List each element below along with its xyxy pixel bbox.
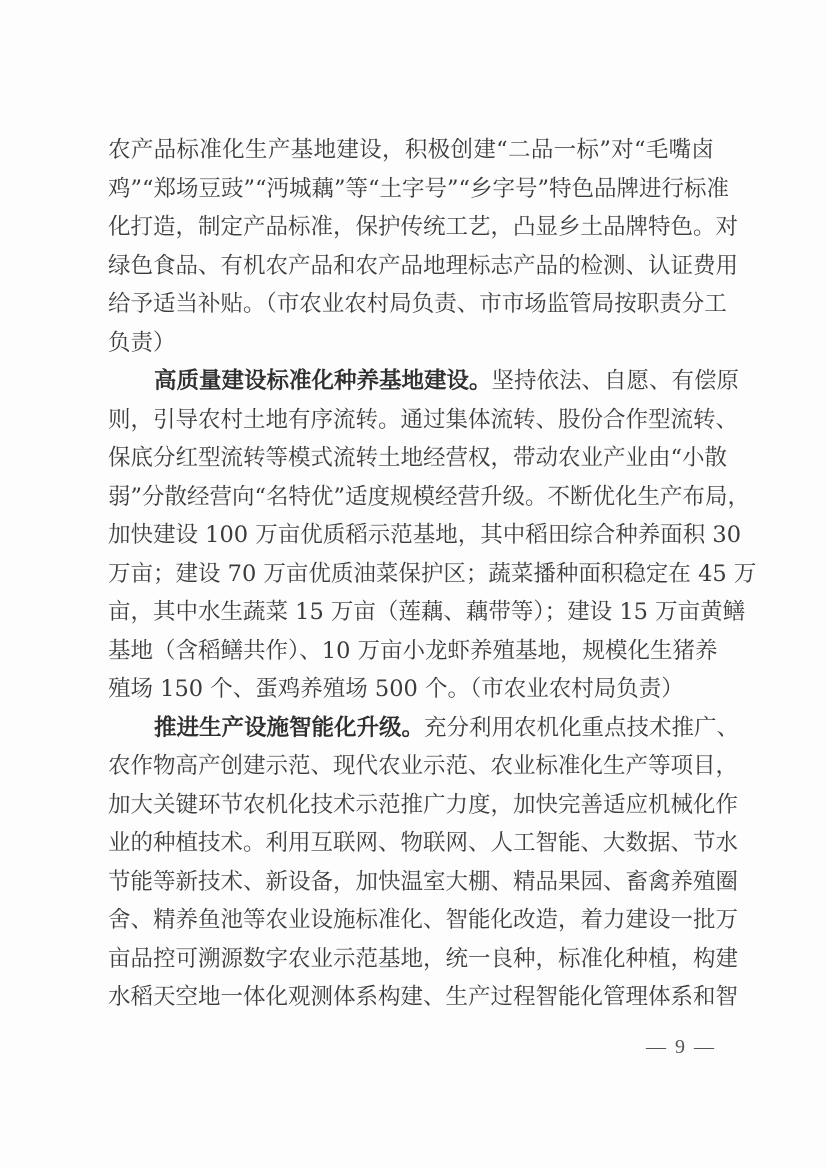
text-line: 殖场 150 个、蛋鸡养殖场 500 个。（市农业农村局负责） <box>108 676 684 702</box>
text-line: 保底分红型流转等模式流转土地经营权，带动农业产业由“小散 <box>108 445 728 471</box>
text-line: 加大关键环节农机化技术示范推广力度，加快完善适应机械化作 <box>108 791 739 818</box>
body-text <box>108 131 757 1017</box>
text-line: 加快建设 100 万亩优质稻示范基地，其中稻田综合种养面积 30 <box>108 522 742 548</box>
text-line: 给予适当补贴。（市农业农村局负责、市市场监管局按职责分工 <box>108 291 727 317</box>
page-number: — 9 — <box>646 1036 716 1058</box>
text-line: 业的种植技术。利用互联网、物联网、人工智能、大数据、节水 <box>108 830 739 856</box>
text-span: 坚持依法、自愿、有偿原 <box>491 368 740 394</box>
text-line: 农作物高产创建示范、现代农业示范、农业标准化生产等项目， <box>108 753 739 779</box>
text-line: 负责） <box>108 329 176 356</box>
text-line: 节能等新技术、新设备，加快温室大棚、精品果园、畜禽养殖圈 <box>108 868 739 895</box>
section-heading: 推进生产设施智能化升级。 <box>154 714 425 741</box>
text-span: 充分利用农机化重点技术推广、 <box>424 714 740 741</box>
paragraph-first-line <box>108 709 740 748</box>
section-heading: 高质量建设标准化种养基地建设。 <box>154 368 492 394</box>
text-line: 万亩；建设 70 万亩优质油菜保护区；蔬菜播种面积稳定在 45 万 <box>108 560 757 587</box>
text-line: 鸡”“郑场豆豉”“沔城藕”等“土字号”“乡字号”特色品牌进行标准 <box>108 175 730 202</box>
text-line: 绿色食品、有机农产品和农产品地理标志产品的检测、认证费用 <box>108 252 739 279</box>
text-line: 水稻天空地一体化观测体系构建、生产过程智能化管理体系和智 <box>108 984 739 1010</box>
paragraph-first-line <box>108 362 740 401</box>
text-line: 化打造，制定产品标准，保护传统工艺，凸显乡土品牌特色。对 <box>108 214 739 240</box>
text-line: 则，引导农村土地有序流转。通过集体流转、股份合作型流转、 <box>108 406 739 433</box>
text-line: 弱”分散经营向“名特优”适度规模经营升级。不断优化生产布局， <box>108 483 751 510</box>
text-line: 农产品标准化生产基地建设，积极创建“二品一标”对“毛嘴卤 <box>108 137 714 163</box>
text-line: 亩，其中水生蔬菜 15 万亩（莲藕、藕带等）；建设 15 万亩黄鳝 <box>108 599 746 625</box>
text-line: 基地（含稻鳝共作）、10 万亩小龙虾养殖基地，规模化生猪养 <box>108 637 718 664</box>
text-line: 舍、精养鱼池等农业设施标准化、智能化改造，着力建设一批万 <box>108 907 739 933</box>
text-line: 亩品控可溯源数字农业示范基地，统一良种，标准化种植，构建 <box>108 945 739 972</box>
